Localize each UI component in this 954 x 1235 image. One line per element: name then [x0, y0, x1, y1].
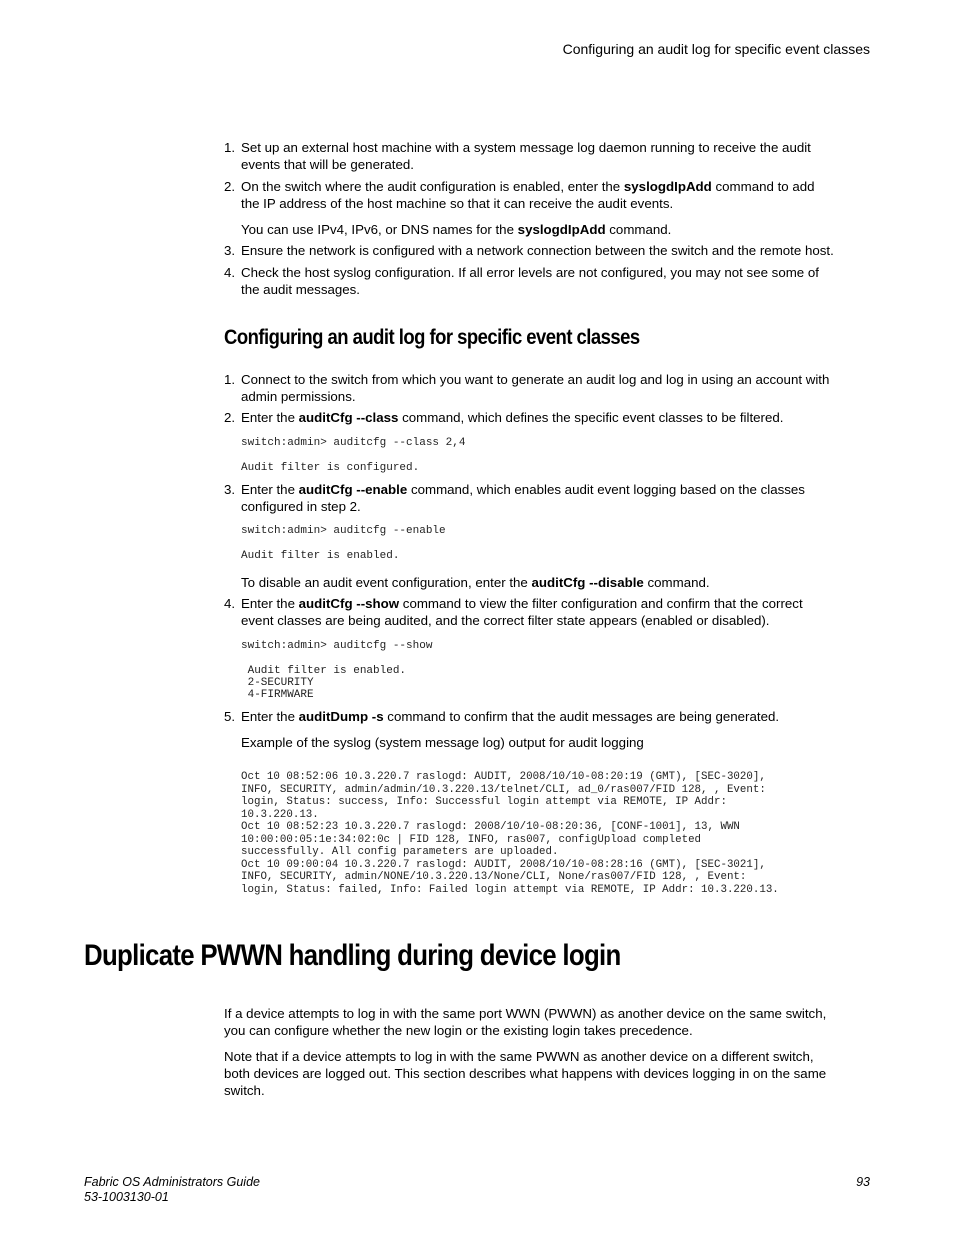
text-span: Enter the [241, 410, 299, 425]
text-span: command, which defines the specific event classes to be filtered. [398, 410, 784, 425]
list-item-text [241, 264, 871, 298]
text-span: command. [643, 575, 710, 590]
text-span: command to view the filter configuration and confirm that the correct [399, 596, 803, 611]
text-span: command, which enables audit event logging based on the classes [407, 482, 805, 497]
command-name: syslogdIpAdd [623, 179, 712, 194]
command-name: auditCfg --enable [298, 482, 408, 497]
text-line: both devices are logged out. This section describes what happens with devices logging in on the same [224, 1066, 827, 1081]
note-text: Example of the syslog (system message log) output for audit logging [241, 735, 644, 750]
text-line: the IP address of the host machine so that it can receive the audit events. [241, 196, 674, 211]
command-name: auditDump -s [298, 709, 384, 724]
note-text [241, 221, 871, 238]
footer-doc-number: 53-1003130-01 [84, 1190, 169, 1204]
paragraph [224, 1005, 874, 1039]
text-line: If a device attempts to log in with the same port WWN (PWWN) as another device on the same switch, [224, 1006, 827, 1021]
text-span: Enter the [241, 482, 299, 497]
code-command: switch:admin> auditcfg --enable [241, 525, 446, 537]
command-name: auditCfg --class [298, 410, 399, 425]
text-line: the audit messages. [241, 282, 361, 297]
text-span: You can use IPv4, IPv6, or DNS names for the [241, 222, 518, 237]
step-text [241, 371, 871, 405]
text-span: command to confirm that the audit messages are being generated. [383, 709, 780, 724]
paragraph [224, 1048, 874, 1099]
list-item-text [241, 242, 871, 259]
text-line: configured in step 2. [241, 499, 361, 514]
step-number: 2. [224, 410, 236, 425]
text-span: To disable an audit event configuration, enter the [241, 575, 532, 590]
list-item-number: 3. [224, 243, 236, 258]
text-span: command. [605, 222, 672, 237]
running-header: Configuring an audit log for specific event classes [562, 41, 870, 57]
text-span: command to add [711, 179, 815, 194]
step-text [241, 481, 871, 515]
text-line [241, 595, 871, 612]
step-text [241, 595, 871, 629]
step-number: 4. [224, 596, 236, 611]
text-line: admin permissions. [241, 389, 356, 404]
list-item-number: 4. [224, 265, 236, 280]
list-item-text [241, 139, 871, 173]
footer-doc-info [84, 1175, 260, 1205]
code-output: Audit filter is enabled. 2-SECURITY 4-FIRMWARE [247, 665, 407, 701]
step-number: 1. [224, 372, 236, 387]
text-line: Set up an external host machine with a system message log daemon running to receive the audit [241, 140, 811, 155]
text-span: On the switch where the audit configuration is enabled, enter the [241, 179, 624, 194]
text-span: Enter the [241, 709, 299, 724]
step-text [241, 409, 871, 426]
list-item-number: 1. [224, 140, 236, 155]
command-name: syslogdIpAdd [517, 222, 606, 237]
text-line: you can configure whether the new login or the existing login takes precedence. [224, 1023, 693, 1038]
text-line: switch. [224, 1083, 265, 1098]
page-number: 93 [856, 1175, 870, 1189]
step-number: 5. [224, 709, 236, 724]
text-line: Ensure the network is configured with a network connection between the switch and the remote host. [241, 243, 834, 258]
text-line: Connect to the switch from which you want to generate an audit log and log in using an account with [241, 372, 830, 387]
syslog-output: Oct 10 08:52:06 10.3.220.7 raslogd: AUDIT, 2008/10/10-08:20:19 (GMT), [SEC-3020], INFO, SECURITY, admin/admin/10.3.220.13/telnet/CLI, ad_0/ras007/FID 128, , Event: login, Status: success, Info: Successful login attempt via REMOTE, IP Addr: 10.3.220.13. Oct 10 08:52:23 10.3.220.7 raslogd: 2008/10/10-08:20:36, [CONF-1001], 13, WWN 10:00:00:05:1e:34:02:0c | FID 128, INFO, ras007, configUpload completed successfully. All config parameters are uploaded. Oct 10 09:00:04 10.3.220.7 raslogd: AUDIT, 2008/10/10-08:28:16 (GMT), [SEC-3021], INFO, SECURITY, admin/NONE/10.3.220.13/None/CLI, None/ras007/FID 128, , Event: login, Status: failed, Info: Failed login attempt via REMOTE, IP Addr: 10.3.220.13. [241, 771, 779, 896]
command-name: auditCfg --disable [531, 575, 644, 590]
text-line: events that will be generated. [241, 157, 414, 172]
command-name: auditCfg --show [298, 596, 400, 611]
text-line [241, 178, 871, 195]
code-output: Audit filter is enabled. [241, 550, 400, 562]
code-command: switch:admin> auditcfg --show [241, 640, 433, 652]
section-heading: Configuring an audit log for specific event classes [224, 326, 640, 349]
note-text [241, 574, 871, 591]
text-line: Check the host syslog configuration. If all error levels are not configured, you may not see some of [241, 265, 819, 280]
text-line: event classes are being audited, and the correct filter state appears (enabled or disabled). [241, 613, 770, 628]
step-text [241, 708, 871, 725]
text-span: Enter the [241, 596, 299, 611]
step-number: 3. [224, 482, 236, 497]
list-item-number: 2. [224, 179, 236, 194]
text-line [241, 481, 871, 498]
footer-guide-title: Fabric OS Administrators Guide [84, 1175, 260, 1189]
text-line: Note that if a device attempts to log in with the same PWWN as another device on a different switch, [224, 1049, 814, 1064]
code-output: Audit filter is configured. [241, 462, 420, 474]
list-item-text [241, 178, 871, 212]
chapter-heading: Duplicate PWWN handling during device login [84, 939, 621, 972]
code-command: switch:admin> auditcfg --class 2,4 [241, 437, 466, 449]
